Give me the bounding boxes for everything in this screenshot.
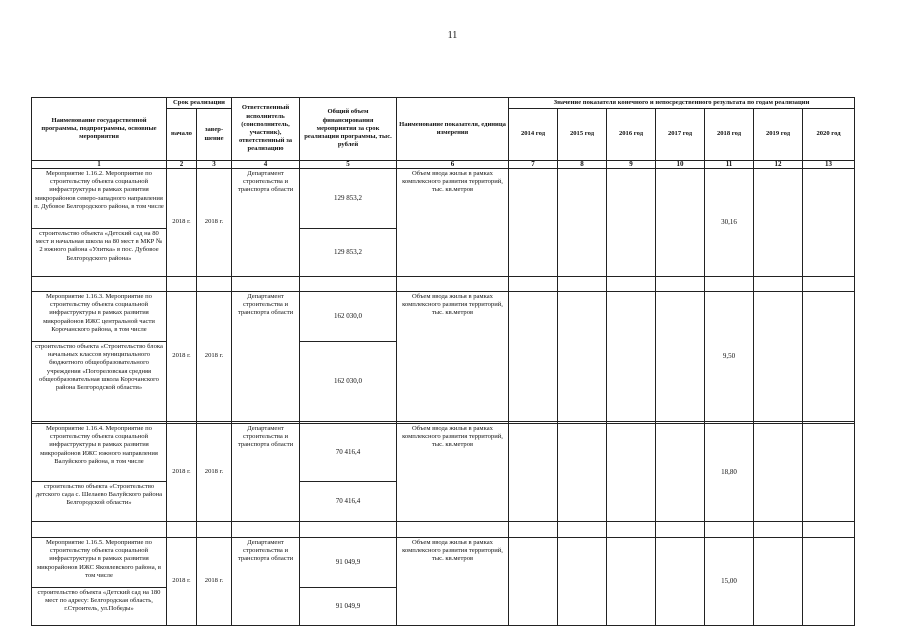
spacer-cell (558, 277, 607, 292)
header-year: 2018 год (705, 109, 754, 161)
spacer-cell (397, 522, 509, 538)
start-year: 2018 г. (167, 538, 197, 626)
value-cell (656, 292, 705, 422)
end-year: 2018 г. (197, 292, 232, 422)
col-number: 10 (656, 161, 705, 169)
header-year: 2020 год (803, 109, 855, 161)
spacer-cell (32, 277, 167, 292)
spacer-cell (705, 522, 754, 538)
executor: Департамент строительства и транспорта области (232, 538, 300, 626)
value-2018: 9,50 (705, 292, 754, 422)
value-cell (558, 424, 607, 522)
value-cell (558, 538, 607, 626)
col-number: 4 (232, 161, 300, 169)
header-executor: Ответственный исполнитель (соисполнитель, участник), ответственный за реализацию (232, 98, 300, 161)
activity-name: Мероприятие 1.16.5. Мероприятие по строительству объекта социальной инфраструктуры в рамках развития микрорайонов ИЖС Яковлевского района, в том числе (32, 538, 167, 588)
spacer-cell (803, 277, 855, 292)
col-number: 7 (509, 161, 558, 169)
value-2018: 18,80 (705, 424, 754, 522)
object-name: строительство объекта «Строительство блока начальных классов муниципального бюджетного общеобразовательного учреждения «Погореловская средняя общеобразовательная школа Корочанского района Белгородской области» (32, 342, 167, 422)
value-2018: 30,16 (705, 169, 754, 277)
value-cell (558, 169, 607, 277)
activity-name: Мероприятие 1.16.2. Мероприятие по строительству объекта социальной инфраструктуры в рамках развития микрорайонов северо-западного направления п. Дубовое Белгородского района, в том числе (32, 169, 167, 229)
header-year: 2016 год (607, 109, 656, 161)
spacer-cell (656, 277, 705, 292)
executor: Департамент строительства и транспорта области (232, 424, 300, 522)
spacer-cell (705, 277, 754, 292)
financing-object: 162 030,0 (300, 342, 397, 422)
col-number: 2 (167, 161, 197, 169)
financing-object: 91 049,9 (300, 588, 397, 626)
value-cell (607, 169, 656, 277)
start-year: 2018 г. (167, 424, 197, 522)
page-number: 11 (447, 30, 458, 41)
col-number: 6 (397, 161, 509, 169)
object-name: строительство объекта «Детский сад на 80 мест и начальная школа на 80 мест в МКР № 2 южного района «Улитка» в пос. Дубовое Белгородского района» (32, 229, 167, 277)
value-cell (656, 424, 705, 522)
financing-object: 129 853,2 (300, 229, 397, 277)
col-number: 12 (754, 161, 803, 169)
spacer-cell (232, 277, 300, 292)
value-cell (607, 538, 656, 626)
value-cell (509, 169, 558, 277)
header-period: Срок реализации (167, 98, 232, 109)
value-cell (607, 424, 656, 522)
value-cell (558, 292, 607, 422)
col-number: 9 (607, 161, 656, 169)
spacer-cell (509, 522, 558, 538)
header-financing: Общий объем финансирования мероприятия за срок реализации программы, тыс. рублей (300, 98, 397, 161)
spacer-cell (197, 522, 232, 538)
indicator-name: Объем ввода жилья в рамках комплексного развития территорий, тыс. кв.метров (397, 424, 509, 522)
program-table (31, 97, 855, 626)
financing-object: 70 416,4 (300, 482, 397, 522)
spacer-cell (232, 522, 300, 538)
header-end: завер-шение (197, 109, 232, 161)
col-number: 8 (558, 161, 607, 169)
spacer-cell (607, 522, 656, 538)
activity-name: Мероприятие 1.16.3. Мероприятие по строительству объекта социальной инфраструктуры в рамках развития микрорайонов ИЖС центральной части Корочанского района, в том числе (32, 292, 167, 342)
value-cell (754, 424, 803, 522)
value-cell (754, 538, 803, 626)
col-number: 13 (803, 161, 855, 169)
value-cell (656, 169, 705, 277)
start-year: 2018 г. (167, 169, 197, 277)
indicator-name: Объем ввода жилья в рамках комплексного развития территорий, тыс. кв.метров (397, 538, 509, 626)
col-number: 5 (300, 161, 397, 169)
spacer-cell (558, 522, 607, 538)
spacer-cell (300, 522, 397, 538)
executor: Департамент строительства и транспорта области (232, 169, 300, 277)
spacer-cell (607, 277, 656, 292)
value-cell (803, 424, 855, 522)
spacer-cell (656, 522, 705, 538)
header-name: Наименование государственной программы, подпрограммы, основные мероприятия (32, 98, 167, 161)
col-number: 1 (32, 161, 167, 169)
value-cell (656, 538, 705, 626)
spacer-cell (754, 277, 803, 292)
executor: Департамент строительства и транспорта области (232, 292, 300, 422)
object-name: строительство объекта «Детский сад на 180 мест по адресу: Белгородская область, г.Строитель, ул.Победы» (32, 588, 167, 626)
header-year: 2019 год (754, 109, 803, 161)
header-year: 2017 год (656, 109, 705, 161)
value-cell (754, 292, 803, 422)
financing-total: 129 853,2 (300, 169, 397, 229)
spacer-cell (397, 277, 509, 292)
financing-total: 162 030,0 (300, 292, 397, 342)
spacer-cell (509, 277, 558, 292)
end-year: 2018 г. (197, 424, 232, 522)
value-cell (803, 292, 855, 422)
header-indicator: Наименование показателя, единица измерения (397, 98, 509, 161)
end-year: 2018 г. (197, 538, 232, 626)
value-cell (754, 169, 803, 277)
indicator-name: Объем ввода жилья в рамках комплексного развития территорий, тыс. кв.метров (397, 292, 509, 422)
value-cell (607, 292, 656, 422)
header-year: 2014 год (509, 109, 558, 161)
spacer-cell (167, 277, 197, 292)
spacer-cell (803, 522, 855, 538)
indicator-name: Объем ввода жилья в рамках комплексного развития территорий, тыс. кв.метров (397, 169, 509, 277)
financing-total: 70 416,4 (300, 424, 397, 482)
value-cell (509, 292, 558, 422)
spacer-cell (32, 522, 167, 538)
value-cell (509, 424, 558, 522)
activity-name: Мероприятие 1.16.4. Мероприятие по строительству объекта социальной инфраструктуры в рамках развития микрорайонов ИЖС южного направления Валуйского района, в том числе (32, 424, 167, 482)
col-number: 3 (197, 161, 232, 169)
value-2018: 15,00 (705, 538, 754, 626)
header-start: начало (167, 109, 197, 161)
col-number: 11 (705, 161, 754, 169)
financing-total: 91 049,9 (300, 538, 397, 588)
start-year: 2018 г. (167, 292, 197, 422)
spacer-cell (167, 522, 197, 538)
spacer-row (32, 522, 855, 538)
spacer-cell (300, 277, 397, 292)
end-year: 2018 г. (197, 169, 232, 277)
header-year: 2015 год (558, 109, 607, 161)
header-values-group: Значение показателя конечного и непосредственного результата по годам реализации (509, 98, 855, 109)
object-name: строительство объекта «Строительство детского сада с. Шелаево Валуйского района Белгородской области» (32, 482, 167, 522)
value-cell (803, 169, 855, 277)
spacer-row (32, 277, 855, 292)
value-cell (803, 538, 855, 626)
value-cell (509, 538, 558, 626)
spacer-cell (197, 277, 232, 292)
spacer-cell (754, 522, 803, 538)
